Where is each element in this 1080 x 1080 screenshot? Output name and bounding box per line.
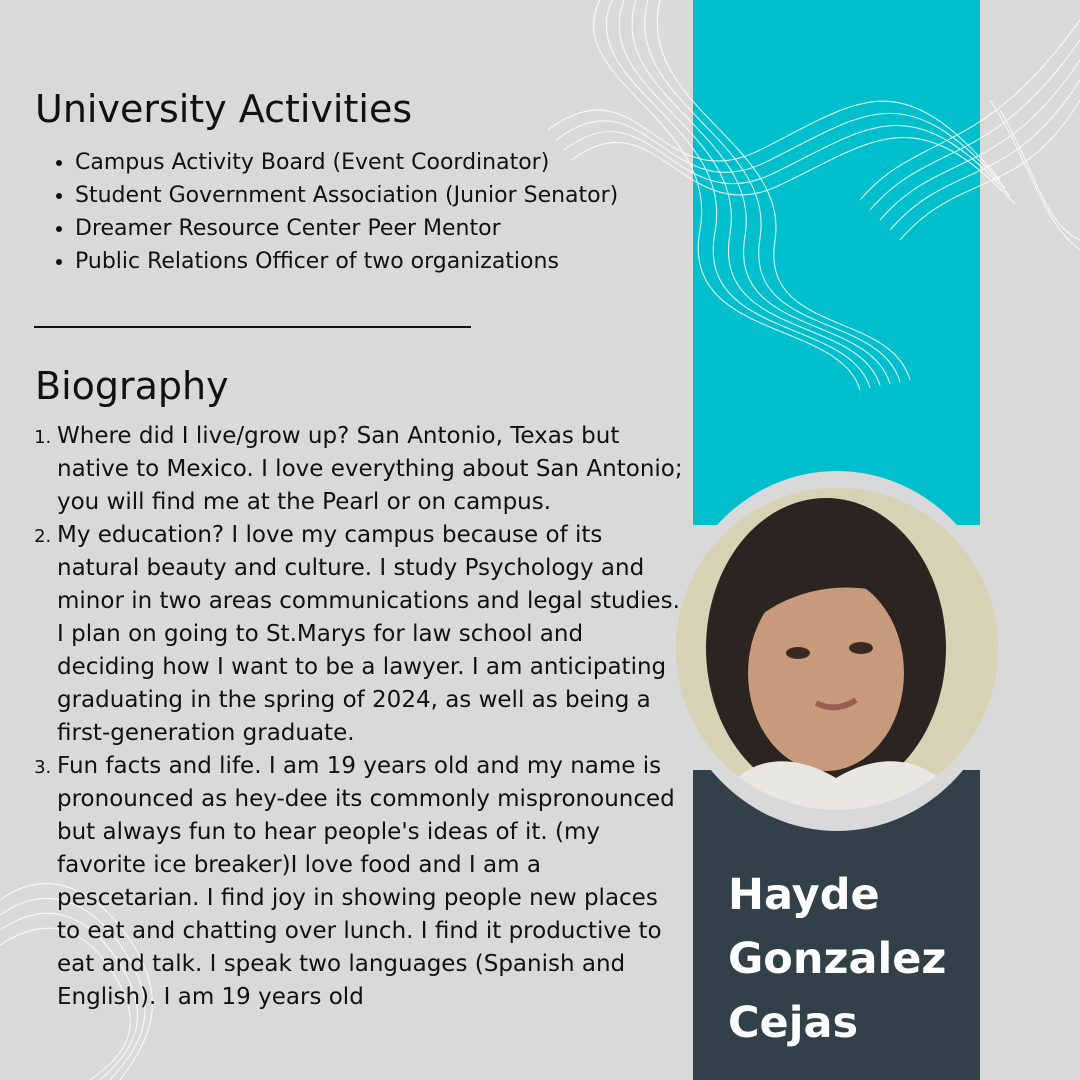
list-item: • Student Government Association (Junior Senator) (75, 179, 665, 212)
list-item: 3. Fun facts and life. I am 19 years old and my name is pronounced as hey-dee its commonly mispronounced but always fun to hear people's ideas of it. (my favorite ice breaker)I love food and I am a pescetarian. I find joy in showing people new places to eat and chatting over lunch. I find it productive to eat and talk. I speak two languages (Spanish and English). I am 19 years old (57, 750, 685, 1014)
list-item: 2. My education? I love my campus because of its natural beauty and culture. I study Psychology and minor in two areas communications and legal studies. I plan on going to St.Marys for law school and deciding how I want to be a lawyer. I am anticipating graduating in the spring of 2024, as well as being a first-generation graduate. (57, 519, 685, 750)
name-first: Hayde (728, 870, 880, 920)
name-middle: Gonzalez (728, 934, 947, 984)
section-divider (34, 326, 471, 328)
list-item: 1. Where did I live/grow up? San Antonio, Texas but native to Mexico. I love everything about San Antonio; you will find me at the Pearl or on campus. (57, 420, 685, 519)
teal-band (693, 0, 980, 525)
list-item: • Public Relations Officer of two organizations (75, 245, 665, 278)
activities-list (40, 146, 665, 278)
biography-heading: Biography (35, 364, 229, 408)
profile-photo (676, 488, 998, 810)
list-item: • Campus Activity Board (Event Coordinator) (75, 146, 665, 179)
activities-heading: University Activities (35, 87, 413, 131)
name-last: Cejas (728, 998, 859, 1048)
biography-list (20, 420, 685, 1014)
list-item: • Dreamer Resource Center Peer Mentor (75, 212, 665, 245)
profile-name (728, 863, 946, 1055)
